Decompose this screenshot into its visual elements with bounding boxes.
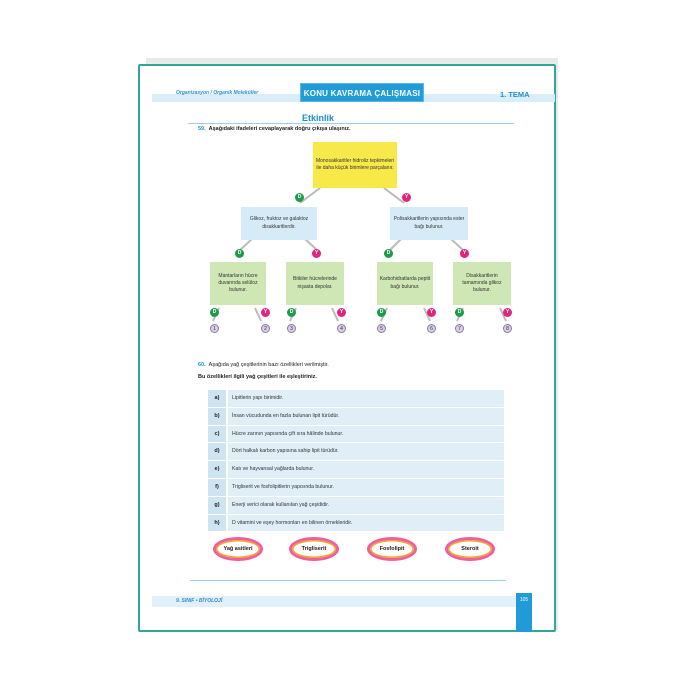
tree-lr-statement: Bitkiler hücrelerinde nişasta depolar. xyxy=(286,262,344,305)
row-label: a) xyxy=(208,390,226,407)
false-marker: Y xyxy=(503,308,512,317)
question-60-instruction: Bu özellikleri ilgili yağ çeşitleri ile eşleştiriniz. xyxy=(198,374,317,380)
option-trigliserit: Trigliserit xyxy=(289,537,339,561)
table-row xyxy=(208,515,504,533)
exit-2: 2 xyxy=(261,324,270,333)
question-60-text: Aşağıda yağ çeşitlerinin bazı özellikleri verilmiştir. xyxy=(208,362,329,368)
row-text: D vitamini ve eşey hormonları en bilinen örnekleridir. xyxy=(228,515,504,532)
table-row xyxy=(208,461,504,479)
row-label: b) xyxy=(208,408,226,425)
tree-ll-statement: Mantarların hücre duvarında selüloz bulunur. xyxy=(210,262,266,305)
tree-rr-statement: Disakkaritlerin tamamında glikoz bulunur. xyxy=(453,262,511,305)
row-label: h) xyxy=(208,515,226,532)
row-text: Dört halkalı karbon yapısına sahip lipit türüdür. xyxy=(228,443,504,460)
tree-right-statement: Polisakkaritlerin yapısında ester bağı bulunur. xyxy=(390,207,468,240)
true-marker: D xyxy=(287,308,296,317)
table-row xyxy=(208,390,504,408)
row-text: İnsan vücudunda en fazla bulunan lipit türüdür. xyxy=(228,408,504,425)
true-marker: D xyxy=(384,249,393,258)
exit-1: 1 xyxy=(210,324,219,333)
false-marker: Y xyxy=(261,308,270,317)
row-text: Trigliserit ve fosfolipitlerin yapısında bulunur. xyxy=(228,479,504,496)
true-marker: D xyxy=(455,308,464,317)
page-number: 105 xyxy=(516,593,532,632)
false-marker: Y xyxy=(427,308,436,317)
section-title: Etkinlik xyxy=(302,113,335,123)
option-fosfolipit: Fosfolipit xyxy=(367,537,417,561)
exit-5: 5 xyxy=(377,324,386,333)
row-text: Hücre zarının yapısında çift sıra hâlinde bulunur. xyxy=(228,426,504,443)
table-row xyxy=(208,426,504,444)
row-text: Enerji verici olarak kullanılan yağ çeşididir. xyxy=(228,497,504,514)
bottom-divider xyxy=(190,580,506,581)
row-label: e) xyxy=(208,461,226,478)
table-row xyxy=(208,443,504,461)
footer-subject: 9. SINIF • BİYOLOJİ xyxy=(176,598,223,604)
exit-7: 7 xyxy=(455,324,464,333)
table-row xyxy=(208,408,504,426)
option-steroit: Steroit xyxy=(445,537,495,561)
true-marker: D xyxy=(235,249,244,258)
worksheet-page xyxy=(138,64,556,632)
false-marker: Y xyxy=(402,193,411,202)
matching-table xyxy=(208,390,504,532)
question-59-text: Aşağıdaki ifadeleri cevaplayarak doğru çıkışa ulaşınız. xyxy=(208,126,351,132)
tree-rl-statement: Karbohidratlarda peptit bağı bulunur. xyxy=(377,262,433,305)
false-marker: Y xyxy=(460,249,469,258)
row-label: c) xyxy=(208,426,226,443)
question-60-number: 60. xyxy=(198,362,206,368)
exit-6: 6 xyxy=(427,324,436,333)
header-theme: 1. TEMA xyxy=(500,90,530,99)
table-row xyxy=(208,479,504,497)
true-marker: D xyxy=(377,308,386,317)
row-text: Katı ve hayvansal yağlarda bulunur. xyxy=(228,461,504,478)
true-marker: D xyxy=(295,193,304,202)
false-marker: Y xyxy=(337,308,346,317)
row-label: d) xyxy=(208,443,226,460)
tree-root-statement: Monosakkaritler hidroliz tepkimeleri ile daha küçük birimlere parçalanır. xyxy=(313,142,397,188)
option-yag-asitleri: Yağ asitleri xyxy=(213,537,263,561)
table-row xyxy=(208,497,504,515)
row-label: f) xyxy=(208,479,226,496)
exit-3: 3 xyxy=(287,324,296,333)
header-topic: Organizasyon / Organik Moleküller xyxy=(176,90,259,96)
true-marker: D xyxy=(210,308,219,317)
header-title: KONU KAVRAMA ÇALIŞMASI xyxy=(300,83,424,102)
row-label: g) xyxy=(208,497,226,514)
question-60 xyxy=(198,362,329,368)
tree-left-statement: Glikoz, fruktoz ve galaktoz disakkaritlerdir. xyxy=(241,207,317,240)
row-text: Lipitlerin yapı birimidir. xyxy=(228,390,504,407)
exit-4: 4 xyxy=(337,324,346,333)
false-marker: Y xyxy=(312,249,321,258)
question-59-number: 59. xyxy=(198,126,206,132)
exit-8: 8 xyxy=(503,324,512,333)
